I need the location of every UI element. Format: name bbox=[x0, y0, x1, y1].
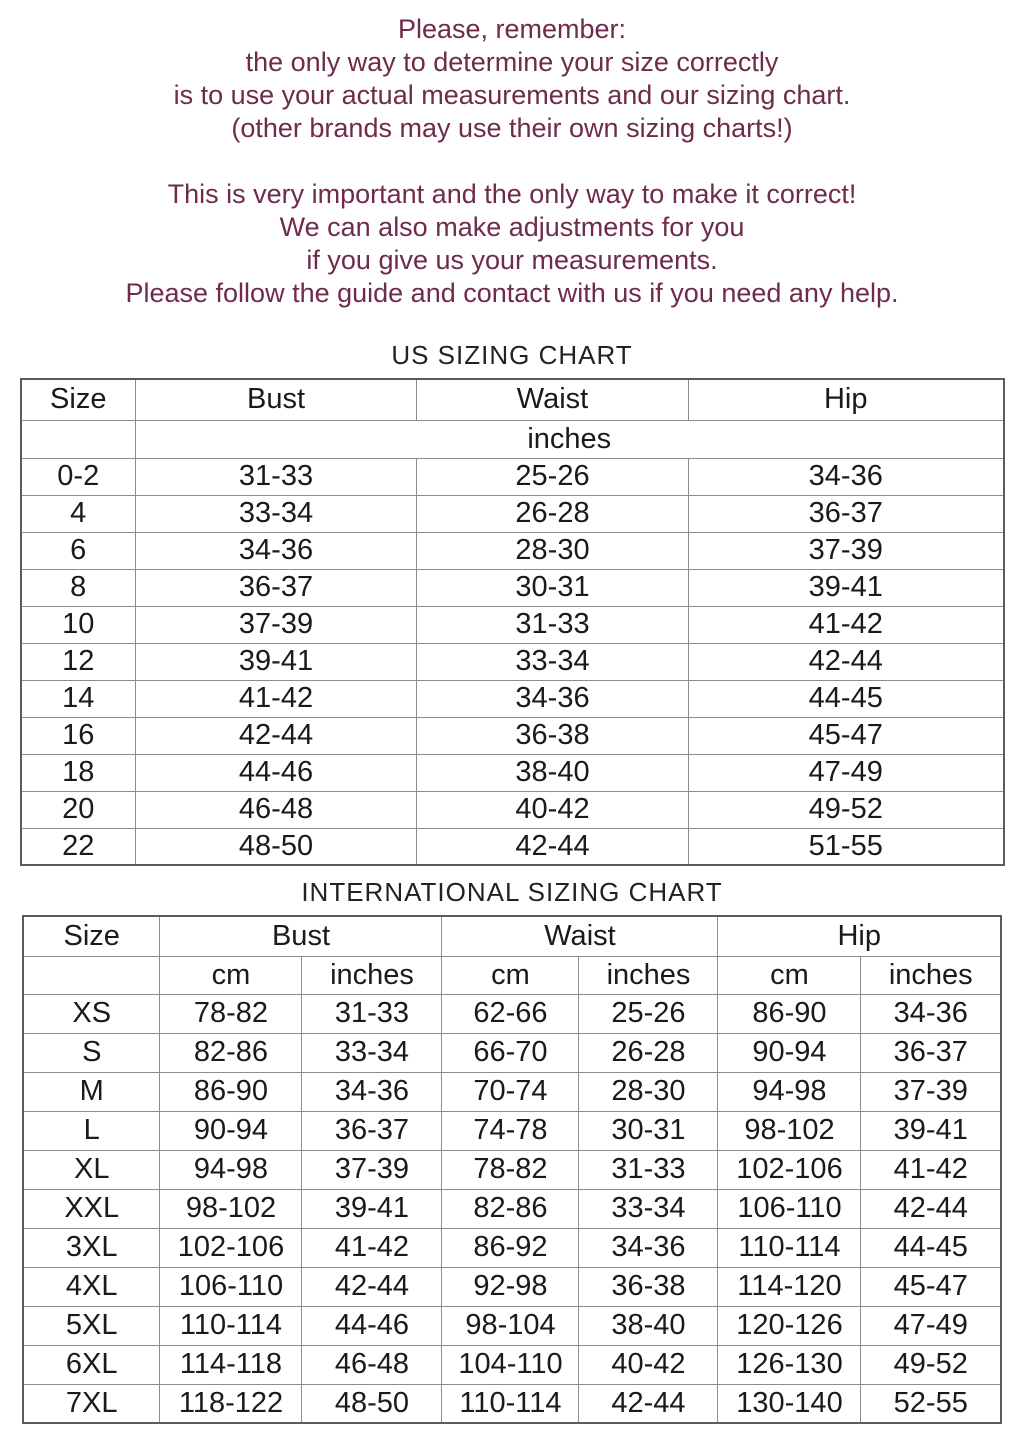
measurement-cell: 34-36 bbox=[861, 994, 1001, 1033]
measurement-cell: 36-37 bbox=[689, 495, 1004, 532]
intro-line: if you give us your measurements. bbox=[306, 245, 718, 275]
table-row bbox=[23, 1384, 1001, 1423]
size-cell: 10 bbox=[21, 606, 136, 643]
measurement-cell: 39-41 bbox=[302, 1189, 442, 1228]
intl-sizing-table bbox=[22, 915, 1002, 1424]
intro-paragraph-1 bbox=[0, 13, 1024, 145]
measurement-cell: 34-36 bbox=[689, 458, 1004, 495]
measurement-cell: 25-26 bbox=[417, 458, 689, 495]
column-header-size: Size bbox=[23, 916, 160, 956]
measurement-cell: 37-39 bbox=[302, 1150, 442, 1189]
measurement-cell: 37-39 bbox=[689, 532, 1004, 569]
measurement-cell: 49-52 bbox=[689, 791, 1004, 828]
measurement-cell: 70-74 bbox=[442, 1072, 579, 1111]
table-row bbox=[23, 1033, 1001, 1072]
measurement-cell: 44-46 bbox=[302, 1306, 442, 1345]
size-cell: 7XL bbox=[23, 1384, 160, 1423]
size-cell: S bbox=[23, 1033, 160, 1072]
measurement-cell: 33-34 bbox=[579, 1189, 718, 1228]
unit-label-inches: inches bbox=[861, 956, 1001, 994]
intro-line: We can also make adjustments for you bbox=[279, 212, 745, 242]
measurement-cell: 31-33 bbox=[302, 994, 442, 1033]
measurement-cell: 44-45 bbox=[861, 1228, 1001, 1267]
measurement-cell: 45-47 bbox=[689, 717, 1004, 754]
size-cell: XS bbox=[23, 994, 160, 1033]
measurement-cell: 106-110 bbox=[718, 1189, 861, 1228]
measurement-cell: 34-36 bbox=[417, 680, 689, 717]
size-cell: L bbox=[23, 1111, 160, 1150]
size-cell: 22 bbox=[21, 828, 136, 865]
intro-line: is to use your actual measurements and our sizing chart. bbox=[173, 80, 851, 110]
measurement-cell: 102-106 bbox=[160, 1228, 302, 1267]
measurement-cell: 36-37 bbox=[861, 1033, 1001, 1072]
measurement-cell: 106-110 bbox=[160, 1267, 302, 1306]
measurement-cell: 92-98 bbox=[442, 1267, 579, 1306]
size-cell: 6XL bbox=[23, 1345, 160, 1384]
size-cell: 5XL bbox=[23, 1306, 160, 1345]
measurement-cell: 36-38 bbox=[579, 1267, 718, 1306]
size-cell: 14 bbox=[21, 680, 136, 717]
measurement-cell: 26-28 bbox=[579, 1033, 718, 1072]
size-cell: 20 bbox=[21, 791, 136, 828]
measurement-cell: 48-50 bbox=[302, 1384, 442, 1423]
measurement-cell: 42-44 bbox=[579, 1384, 718, 1423]
measurement-cell: 90-94 bbox=[160, 1111, 302, 1150]
measurement-cell: 114-118 bbox=[160, 1345, 302, 1384]
measurement-cell: 110-114 bbox=[442, 1384, 579, 1423]
measurement-cell: 42-44 bbox=[417, 828, 689, 865]
measurement-cell: 34-36 bbox=[579, 1228, 718, 1267]
intro-line: Please follow the guide and contact with us if you need any help. bbox=[125, 278, 899, 308]
table-row bbox=[21, 495, 1004, 532]
measurement-cell: 78-82 bbox=[442, 1150, 579, 1189]
measurement-cell: 42-44 bbox=[689, 643, 1004, 680]
measurement-cell: 38-40 bbox=[579, 1306, 718, 1345]
measurement-cell: 47-49 bbox=[861, 1306, 1001, 1345]
column-header-bust: Bust bbox=[160, 916, 442, 956]
measurement-cell: 90-94 bbox=[718, 1033, 861, 1072]
measurement-cell: 37-39 bbox=[136, 606, 417, 643]
table-row bbox=[23, 1189, 1001, 1228]
measurement-cell: 40-42 bbox=[579, 1345, 718, 1384]
table-row bbox=[21, 532, 1004, 569]
table-row bbox=[23, 994, 1001, 1033]
measurement-cell: 33-34 bbox=[417, 643, 689, 680]
measurement-cell: 82-86 bbox=[160, 1033, 302, 1072]
measurement-cell: 30-31 bbox=[417, 569, 689, 606]
column-header-hip: Hip bbox=[718, 916, 1001, 956]
intro-line: the only way to determine your size correctly bbox=[245, 47, 779, 77]
empty-cell bbox=[21, 420, 136, 458]
measurement-cell: 86-90 bbox=[160, 1072, 302, 1111]
us-chart-title: US SIZING CHART bbox=[391, 340, 633, 370]
measurement-cell: 39-41 bbox=[861, 1111, 1001, 1150]
measurement-cell: 41-42 bbox=[861, 1150, 1001, 1189]
us-table-header-row bbox=[21, 379, 1004, 420]
measurement-cell: 49-52 bbox=[861, 1345, 1001, 1384]
size-cell: 3XL bbox=[23, 1228, 160, 1267]
table-row bbox=[23, 1306, 1001, 1345]
measurement-cell: 86-90 bbox=[718, 994, 861, 1033]
table-row bbox=[21, 606, 1004, 643]
intl-table-header-row bbox=[23, 916, 1001, 956]
column-header-bust: Bust bbox=[136, 379, 417, 420]
size-cell: M bbox=[23, 1072, 160, 1111]
measurement-cell: 34-36 bbox=[136, 532, 417, 569]
column-header-waist: Waist bbox=[442, 916, 718, 956]
table-row bbox=[21, 791, 1004, 828]
measurement-cell: 28-30 bbox=[579, 1072, 718, 1111]
measurement-cell: 34-36 bbox=[302, 1072, 442, 1111]
size-cell: XL bbox=[23, 1150, 160, 1189]
measurement-cell: 44-45 bbox=[689, 680, 1004, 717]
table-row bbox=[21, 680, 1004, 717]
measurement-cell: 94-98 bbox=[718, 1072, 861, 1111]
table-row bbox=[21, 754, 1004, 791]
table-row bbox=[23, 1111, 1001, 1150]
size-cell: 6 bbox=[21, 532, 136, 569]
column-header-size: Size bbox=[21, 379, 136, 420]
measurement-cell: 62-66 bbox=[442, 994, 579, 1033]
unit-label-cm: cm bbox=[160, 956, 302, 994]
measurement-cell: 42-44 bbox=[302, 1267, 442, 1306]
intl-chart-title: INTERNATIONAL SIZING CHART bbox=[301, 877, 723, 907]
measurement-cell: 41-42 bbox=[689, 606, 1004, 643]
measurement-cell: 52-55 bbox=[861, 1384, 1001, 1423]
measurement-cell: 42-44 bbox=[861, 1189, 1001, 1228]
intro-line: Please, remember: bbox=[397, 14, 627, 44]
unit-label-inches: inches bbox=[136, 420, 1004, 458]
us-table-unit-row bbox=[21, 420, 1004, 458]
intro-line: (other brands may use their own sizing charts!) bbox=[231, 113, 793, 143]
measurement-cell: 66-70 bbox=[442, 1033, 579, 1072]
measurement-cell: 94-98 bbox=[160, 1150, 302, 1189]
table-row bbox=[21, 717, 1004, 754]
measurement-cell: 28-30 bbox=[417, 532, 689, 569]
measurement-cell: 31-33 bbox=[417, 606, 689, 643]
measurement-cell: 130-140 bbox=[718, 1384, 861, 1423]
size-cell: 12 bbox=[21, 643, 136, 680]
unit-label-inches: inches bbox=[579, 956, 718, 994]
measurement-cell: 126-130 bbox=[718, 1345, 861, 1384]
intl-table-unit-row bbox=[23, 956, 1001, 994]
measurement-cell: 31-33 bbox=[579, 1150, 718, 1189]
size-cell: 8 bbox=[21, 569, 136, 606]
measurement-cell: 114-120 bbox=[718, 1267, 861, 1306]
unit-label-inches: inches bbox=[302, 956, 442, 994]
measurement-cell: 98-104 bbox=[442, 1306, 579, 1345]
us-sizing-table bbox=[20, 378, 1005, 866]
measurement-cell: 38-40 bbox=[417, 754, 689, 791]
measurement-cell: 37-39 bbox=[861, 1072, 1001, 1111]
table-row bbox=[21, 828, 1004, 865]
measurement-cell: 31-33 bbox=[136, 458, 417, 495]
size-cell: 0-2 bbox=[21, 458, 136, 495]
table-row bbox=[23, 1072, 1001, 1111]
unit-label-cm: cm bbox=[718, 956, 861, 994]
measurement-cell: 104-110 bbox=[442, 1345, 579, 1384]
measurement-cell: 42-44 bbox=[136, 717, 417, 754]
measurement-cell: 47-49 bbox=[689, 754, 1004, 791]
measurement-cell: 98-102 bbox=[718, 1111, 861, 1150]
measurement-cell: 102-106 bbox=[718, 1150, 861, 1189]
measurement-cell: 41-42 bbox=[136, 680, 417, 717]
measurement-cell: 33-34 bbox=[302, 1033, 442, 1072]
size-cell: 18 bbox=[21, 754, 136, 791]
intro-paragraph-2 bbox=[0, 178, 1024, 310]
measurement-cell: 46-48 bbox=[302, 1345, 442, 1384]
unit-label-cm: cm bbox=[442, 956, 579, 994]
measurement-cell: 45-47 bbox=[861, 1267, 1001, 1306]
table-row bbox=[23, 1150, 1001, 1189]
measurement-cell: 51-55 bbox=[689, 828, 1004, 865]
intro-text-block bbox=[0, 0, 1024, 310]
column-header-hip: Hip bbox=[689, 379, 1004, 420]
measurement-cell: 36-37 bbox=[302, 1111, 442, 1150]
measurement-cell: 40-42 bbox=[417, 791, 689, 828]
measurement-cell: 36-38 bbox=[417, 717, 689, 754]
measurement-cell: 39-41 bbox=[689, 569, 1004, 606]
table-row bbox=[21, 458, 1004, 495]
empty-cell bbox=[23, 956, 160, 994]
table-row bbox=[21, 643, 1004, 680]
size-cell: XXL bbox=[23, 1189, 160, 1228]
measurement-cell: 36-37 bbox=[136, 569, 417, 606]
measurement-cell: 46-48 bbox=[136, 791, 417, 828]
measurement-cell: 41-42 bbox=[302, 1228, 442, 1267]
table-row bbox=[23, 1267, 1001, 1306]
table-row bbox=[21, 569, 1004, 606]
column-header-waist: Waist bbox=[417, 379, 689, 420]
intro-line: This is very important and the only way to make it correct! bbox=[167, 179, 857, 209]
measurement-cell: 98-102 bbox=[160, 1189, 302, 1228]
measurement-cell: 44-46 bbox=[136, 754, 417, 791]
measurement-cell: 110-114 bbox=[160, 1306, 302, 1345]
size-cell: 16 bbox=[21, 717, 136, 754]
measurement-cell: 25-26 bbox=[579, 994, 718, 1033]
measurement-cell: 26-28 bbox=[417, 495, 689, 532]
measurement-cell: 33-34 bbox=[136, 495, 417, 532]
size-cell: 4XL bbox=[23, 1267, 160, 1306]
measurement-cell: 110-114 bbox=[718, 1228, 861, 1267]
measurement-cell: 48-50 bbox=[136, 828, 417, 865]
measurement-cell: 74-78 bbox=[442, 1111, 579, 1150]
measurement-cell: 82-86 bbox=[442, 1189, 579, 1228]
table-row bbox=[23, 1228, 1001, 1267]
measurement-cell: 86-92 bbox=[442, 1228, 579, 1267]
table-row bbox=[23, 1345, 1001, 1384]
measurement-cell: 39-41 bbox=[136, 643, 417, 680]
measurement-cell: 30-31 bbox=[579, 1111, 718, 1150]
size-cell: 4 bbox=[21, 495, 136, 532]
measurement-cell: 120-126 bbox=[718, 1306, 861, 1345]
measurement-cell: 118-122 bbox=[160, 1384, 302, 1423]
measurement-cell: 78-82 bbox=[160, 994, 302, 1033]
